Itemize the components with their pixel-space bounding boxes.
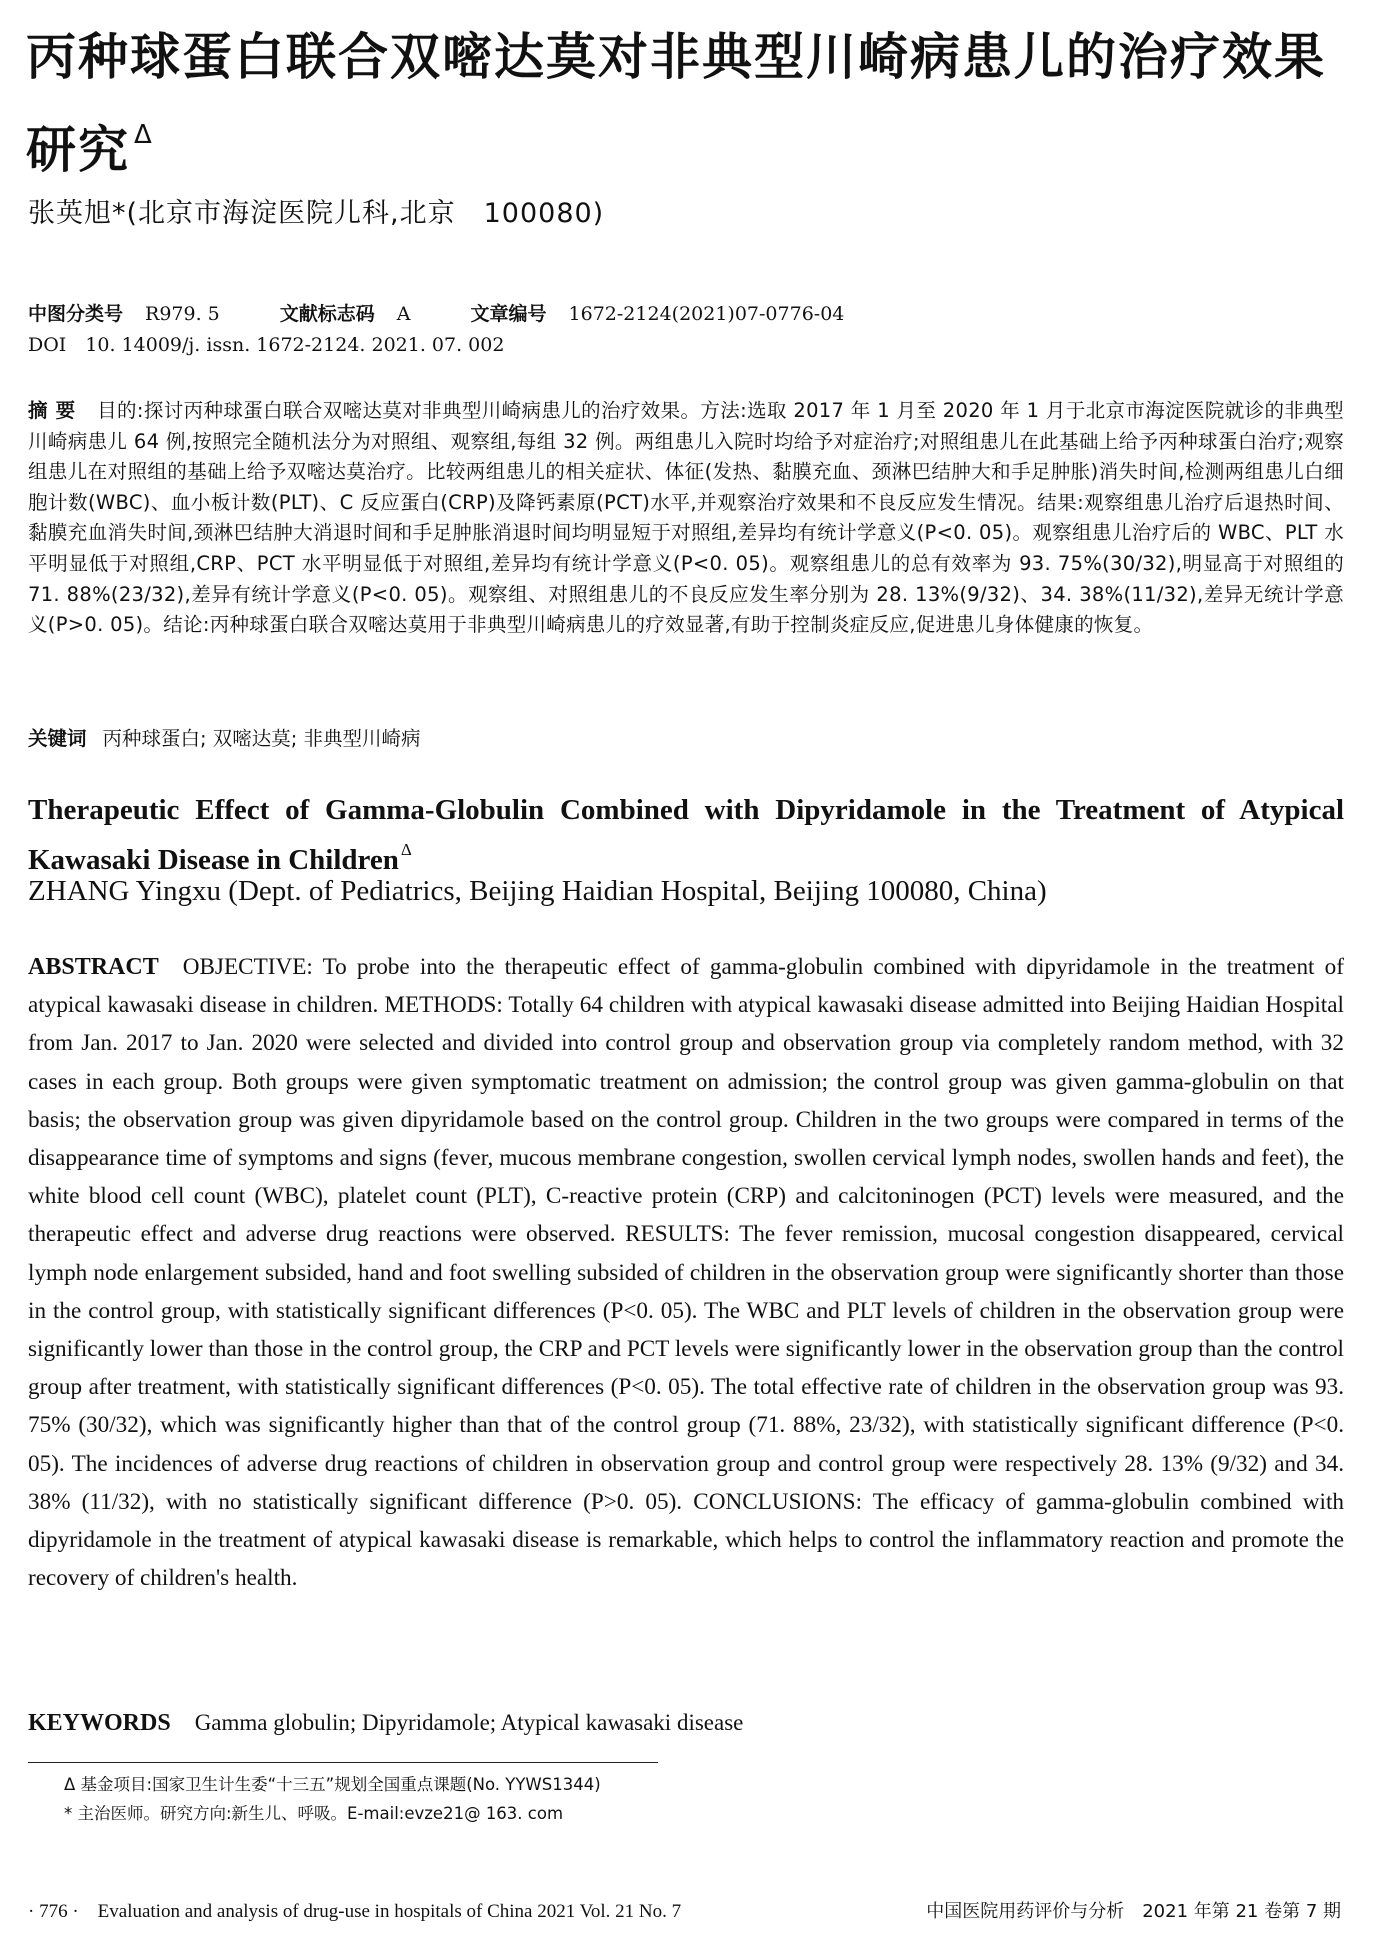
chinese-title-text: 丙种球蛋白联合双嘧达莫对非典型川崎病患儿的治疗效果研究	[26, 28, 1326, 179]
chinese-title	[26, 18, 1356, 189]
chinese-abstract	[28, 396, 1344, 641]
chinese-title-fund-mark: Δ	[134, 120, 154, 150]
english-keywords-label: KEYWORDS	[28, 1710, 171, 1736]
english-author-affiliation: ZHANG Yingxu (Dept. of Pediatrics, Beijing Haidian Hospital, Beijing 100080, China)	[28, 875, 1047, 907]
english-abstract	[28, 948, 1344, 1597]
english-title-text: Therapeutic Effect of Gamma-Globulin Combined with Dipyridamole in the Treatment of Atypical Kawasaki Disease in Children	[28, 794, 1344, 876]
page-footer-right: 中国医院用药评价与分析 2021 年第 21 卷第 7 期	[926, 1901, 1341, 1922]
page-footer-left: · 776 · Evaluation and analysis of drug-use in hospitals of China 2021 Vol. 21 No. 7	[28, 1901, 682, 1922]
chinese-abstract-label: 摘要	[28, 399, 84, 422]
chinese-keywords-text: 丙种球蛋白; 双嘧达莫; 非典型川崎病	[102, 727, 421, 750]
article-no-label: 文章编号	[470, 303, 547, 325]
doc-code-value: A	[396, 303, 411, 325]
chinese-keywords-label: 关键词	[28, 727, 87, 750]
classification-row	[28, 301, 844, 327]
chinese-author-affiliation: 张英旭*(北京市海淀医院儿科,北京 100080)	[28, 198, 605, 229]
clc-label: 中图分类号	[28, 303, 124, 325]
chinese-keywords	[28, 724, 1344, 754]
footnote-author-info: * 主治医师。研究方向:新生儿、呼吸。E-mail:evze21@ 163. com	[64, 1804, 564, 1823]
doi-line: DOI 10. 14009/j. issn. 1672-2124. 2021. 07. 002	[28, 334, 505, 356]
english-keywords	[28, 1706, 1344, 1740]
english-keywords-text: Gamma globulin; Dipyridamole; Atypical kawasaki disease	[194, 1710, 744, 1735]
article-no-value: 1672-2124(2021)07-0776-04	[568, 303, 845, 325]
doc-code-label: 文献标志码	[279, 303, 375, 325]
footnotes	[64, 1770, 1264, 1828]
english-title-fund-mark: Δ	[400, 840, 412, 859]
english-abstract-text: OBJECTIVE: To probe into the therapeutic effect of gamma-globulin combined with dipyridamole in the treatment of atypical kawasaki disease in children. METHODS: Totally 64 children with atypical kawasaki disease admitted into Beijing Haidian Hospital from Jan. 2017 to Jan. 2020 were selected and divided into control group and observation group via completely random method, with 32 cases in each group. Both groups were given symptomatic treatment on admission; the control group was given gamma-globulin on that basis; the observation group was given dipyridamole based on the control group. Children in the two groups were compared in terms of the disappearance time of symptoms and signs (fever, mucous membrane congestion, swollen cervical lymph nodes, swollen hands and feet), the white blood cell count (WBC), platelet count (PLT), C-reactive protein (CRP) and calcitoninogen (PCT) levels were measured, and the therapeutic effect and adverse drug reactions were observed. RESULTS: The fever remission, mucosal congestion disappeared, cervical lymph node enlargement subsided, hand and foot swelling subsided of children in the observation group were significantly shorter than those in the control group, with statistically significant differences (P<0. 05). The WBC and PLT levels of children in the observation group were significantly lower than those in the control group, the CRP and PCT levels were significantly lower in the observation group than the control group after treatment, with statistically significant differences (P<0. 05). The total effective rate of children in the observation group was 93. 75% (30/32), which was significantly higher than that of the control group (71. 88%, 23/32), with statistically significant difference (P<0. 05). The incidences of adverse drug reactions of children in observation group and control group were respectively 28. 13% (9/32) and 34. 38% (11/32), with no statistically significant difference (P>0. 05). CONCLUSIONS: The efficacy of gamma-globulin combined with dipyridamole in the treatment of atypical kawasaki disease is remarkable, which helps to control the inflammatory reaction and promote the recovery of children's health.	[28, 954, 1344, 1592]
footnote-divider	[28, 1762, 658, 1763]
footnote-funding: Δ 基金项目:国家卫生计生委“十三五”规划全国重点课题(No. YYWS1344)	[64, 1775, 601, 1794]
english-title	[28, 790, 1344, 880]
english-abstract-label: ABSTRACT	[28, 954, 159, 980]
chinese-abstract-text: 目的:探讨丙种球蛋白联合双嘧达莫对非典型川崎病患儿的治疗效果。方法:选取 2017 年 1 月至 2020 年 1 月于北京市海淀医院就诊的非典型川崎病患儿 64 例,按照完全随机法分为对照组、观察组,每组 32 例。两组患儿入院时均给予对症治疗;对照组患儿在此基础上给予丙种球蛋白治疗;观察组患儿在对照组的基础上给予双嘧达莫治疗。比较两组患儿的相关症状、体征(发热、黏膜充血、颈淋巴结肿大和手足肿胀)消失时间,检测两组患儿白细胞计数(WBC)、血小板计数(PLT)、C 反应蛋白(CRP)及降钙素原(PCT)水平,并观察治疗效果和不良反应发生情况。结果:观察组患儿治疗后退热时间、黏膜充血消失时间,颈淋巴结肿大消退时间和手足肿胀消退时间均明显短于对照组,差异均有统计学意义(P<0. 05)。观察组患儿治疗后的 WBC、PLT 水平明显低于对照组,CRP、PCT 水平明显低于对照组,差异均有统计学意义(P<0. 05)。观察组患儿的总有效率为 93. 75%(30/32),明显高于对照组的 71. 88%(23/32),差异有统计学意义(P<0. 05)。观察组、对照组患儿的不良反应发生率分别为 28. 13%(9/32)、34. 38%(11/32),差异无统计学意义(P>0. 05)。结论:丙种球蛋白联合双嘧达莫用于非典型川崎病患儿的疗效显著,有助于控制炎症反应,促进患儿身体健康的恢复。	[28, 399, 1344, 637]
clc-value: R979. 5	[145, 303, 220, 325]
